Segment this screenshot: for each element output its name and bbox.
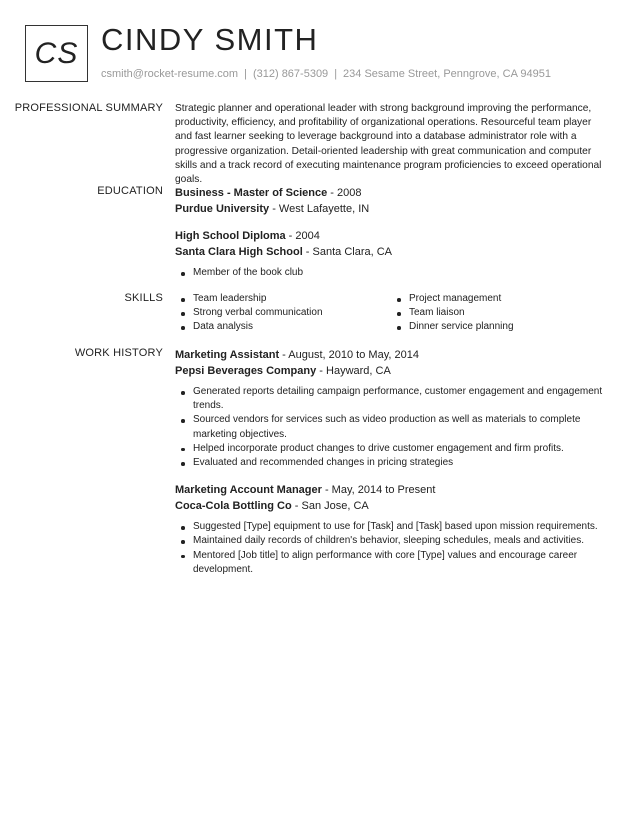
skill-item: Team liaison	[391, 306, 603, 320]
work-heading: WORK HISTORY	[74, 347, 163, 359]
company-location: - San Jose, CA	[291, 500, 369, 513]
summary-text: Strategic planner and operational leader with strong background improving the performance, productivity, efficiency, and profitability of organizational operations. Resourceful team player and fast learner seeking to leverage background into a database administrator role with a progressive organization. Detail-oriented leadership with great communication and computer skills and a track record of executing maintenance program proficiencies to exceed operational goals.	[175, 103, 602, 186]
email-link[interactable]: csmith@rocket-resume.com	[101, 68, 239, 80]
summary-heading: PROFESSIONAL SUMMARY	[14, 102, 163, 114]
degree-year: - 2008	[327, 187, 362, 199]
address: 234 Sesame Street, Penngrove, CA 94951	[343, 68, 551, 80]
skills-grid	[175, 292, 603, 335]
job-entry	[175, 347, 603, 470]
job-bullets	[175, 385, 603, 470]
list-item: Member of the book club	[175, 266, 603, 280]
job-entry	[175, 482, 603, 577]
job-title: Marketing Assistant	[175, 349, 280, 361]
list-item: Evaluated and recommended changes in pricing strategies	[175, 456, 603, 470]
list-item: Mentored [Job title] to align performance with core [Type] values and encourage career development.	[175, 549, 603, 577]
phone-number[interactable]: (312) 867-5309	[252, 68, 329, 80]
contact-separator: |	[334, 68, 338, 80]
contact-separator: |	[244, 68, 247, 80]
company-location: - Hayward, CA	[316, 365, 391, 377]
school-location: - West Lafayette, IN	[269, 203, 370, 215]
job-bullets	[175, 520, 603, 577]
job-title-line	[175, 482, 603, 498]
monogram-logo: CS	[25, 25, 88, 82]
education-entry	[175, 228, 603, 280]
company-line	[175, 363, 603, 379]
degree-name: Business - Master of Science	[175, 187, 328, 199]
education-entry	[175, 185, 603, 217]
list-item: Helped incorporate product changes to drive customer engagement and firm profits.	[175, 442, 603, 456]
company-name: Coca-Cola Bottling Co	[175, 500, 292, 513]
school-name: Purdue University	[175, 203, 270, 215]
job-title: Marketing Account Manager	[175, 484, 322, 497]
list-item: Maintained daily records of children's behavior, sleeping schedules, meals and activities.	[175, 534, 603, 548]
work-body	[175, 347, 603, 577]
education-heading: EDUCATION	[97, 185, 163, 197]
skill-item: Data analysis	[175, 320, 391, 334]
skill-item: Team leadership	[175, 292, 391, 306]
company-name: Pepsi Beverages Company	[175, 365, 317, 377]
skills-column-left	[175, 292, 391, 335]
school-name: Santa Clara High School	[175, 246, 303, 258]
degree-line	[175, 185, 603, 201]
skill-item: Dinner service planning	[391, 320, 603, 334]
job-title-line	[175, 347, 603, 363]
list-item: Sourced vendors for services such as video production as well as materials to complete marketing objectives.	[175, 413, 603, 441]
skill-item: Strong verbal communication	[175, 306, 391, 320]
job-dates: - May, 2014 to Present	[321, 484, 436, 497]
school-line	[175, 201, 603, 217]
school-location: - Santa Clara, CA	[302, 246, 393, 258]
skills-heading: SKILLS	[124, 292, 163, 304]
candidate-name: CINDY SMITH	[101, 22, 319, 57]
degree-name: High School Diploma	[175, 230, 286, 242]
school-line	[175, 244, 603, 260]
degree-year: - 2004	[285, 230, 320, 242]
contact-line	[101, 68, 551, 80]
skill-item: Project management	[391, 292, 603, 306]
education-bullets	[175, 266, 603, 280]
skills-column-right	[391, 292, 603, 335]
company-line	[175, 498, 603, 514]
list-item: Suggested [Type] equipment to use for [Task] and [Task] based upon mission requirements.	[175, 520, 603, 534]
job-dates: - August, 2010 to May, 2014	[279, 349, 419, 361]
education-body	[175, 185, 603, 280]
degree-line	[175, 228, 603, 244]
list-item: Generated reports detailing campaign performance, customer engagement and engagement trends.	[175, 385, 603, 413]
